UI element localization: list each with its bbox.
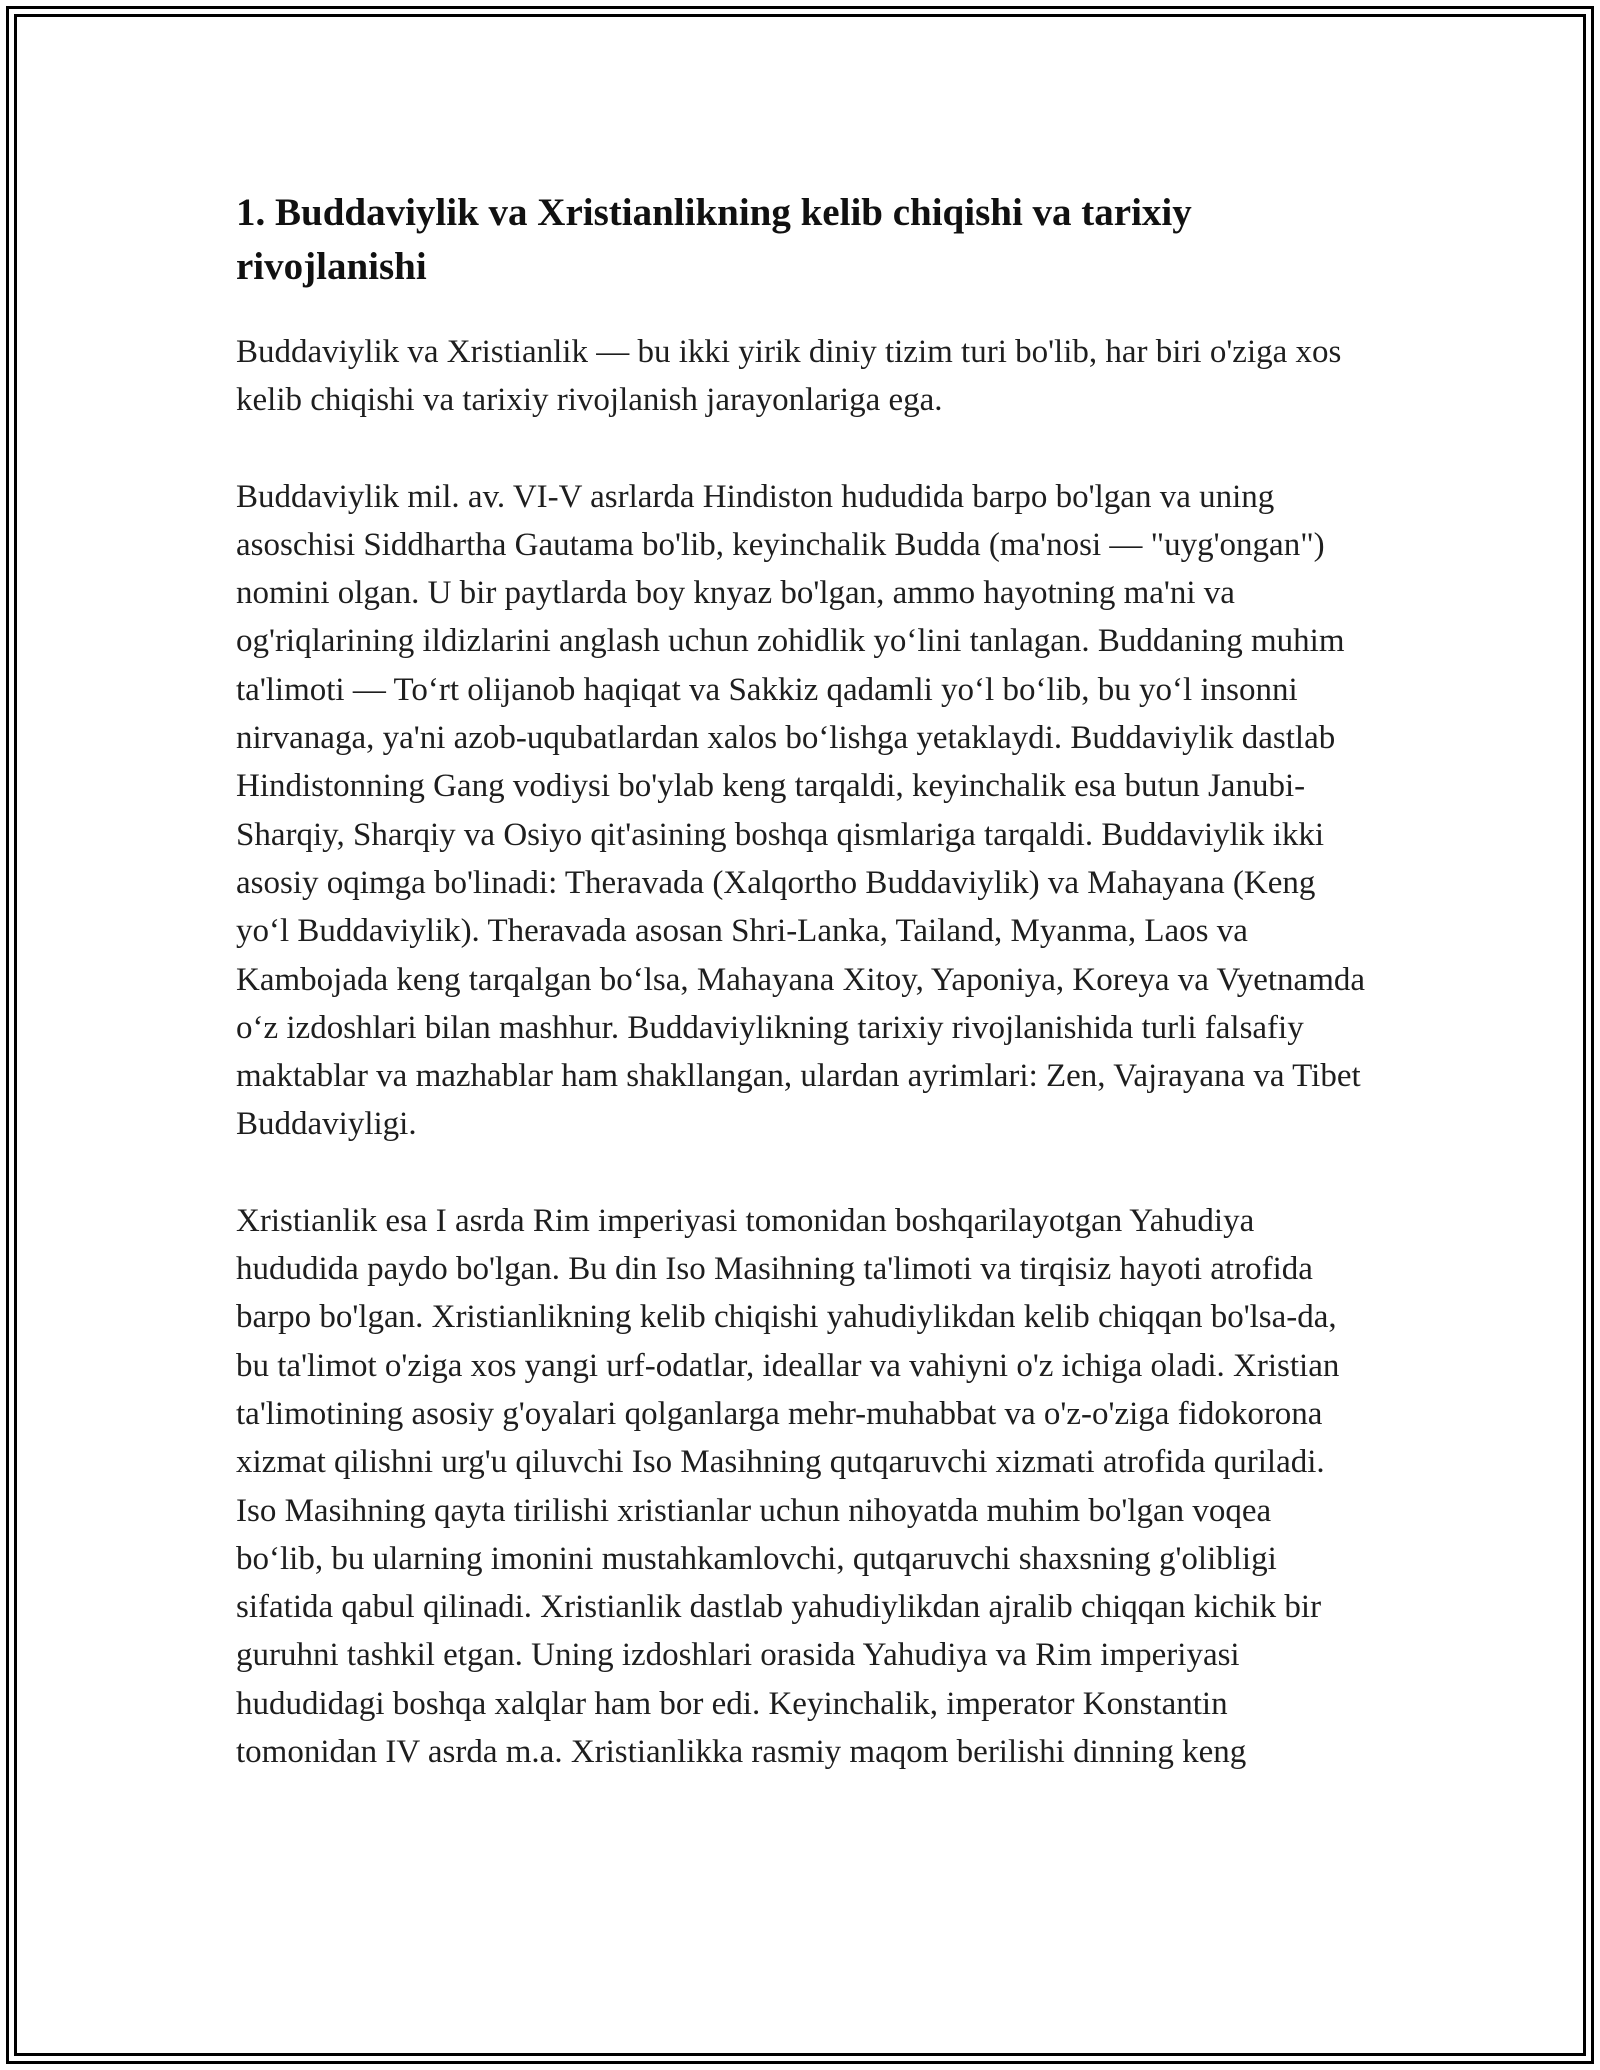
document-body bbox=[236, 186, 1366, 1824]
paragraph-christianity: Xristianlik esa I asrda Rim imperiyasi tomonidan boshqarilayotgan Yahudiya hududida paydo bo'lgan. Bu din Iso Masihning ta'limoti va tirqisiz hayoti atrofida barpo bo'lgan. Xristianlikning kelib chiqishi yahudiylikdan kelib chiqqan bo'lsa-da, bu ta'limot o'ziga xos yangi urf-odatlar, ideallar va vahiyni o'z ichiga oladi. Xristian ta'limotining asosiy g'oyalari qolganlarga mehr-muhabbat va o'z-o'ziga fidokorona xizmat qilishni urg'u qiluvchi Iso Masihning qutqaruvchi xizmati atrofida quriladi. Iso Masihning qayta tirilishi xristianlar uchun nihoyatda muhim bo'lgan voqea bo‘lib, bu ularning imonini mustahkamlovchi, qutqaruvchi shaxsning g'olibligi sifatida qabul qilinadi. Xristianlik dastlab yahudiylikdan ajralib chiqqan kichik bir guruhni tashkil etgan. Uning izdoshlari orasida Yahudiya va Rim imperiyasi hududidagi boshqa xalqlar ham bor edi. Keyinchalik, imperator Konstantin tomonidan IV asrda m.a. Xristianlikka rasmiy maqom berilishi dinning keng bbox=[236, 1202, 1340, 1771]
section-heading: 1. Buddaviylik va Xristianlikning kelib chiqishi va tarixiy rivojlanishi bbox=[236, 191, 1192, 288]
paragraph-intro: Buddaviylik va Xristianlik — bu ikki yirik diniy tizim turi bo'lib, har biri o'ziga xos kelib chiqishi va tarixiy rivojlanish jarayonlariga ega. bbox=[236, 334, 1342, 419]
paragraph-buddhism: Buddaviylik mil. av. VI-V asrlarda Hindiston hududida barpo bo'lgan va uning asoschisi Siddhartha Gautama bo'lib, keyinchalik Budda (ma'nosi — "uyg'ongan") nomini olgan. U bir paytlarda boy knyaz bo'lgan, ammo hayotning ma'ni va og'riqlarining ildizlarini anglash uchun zohidlik yo‘lini tanlagan. Buddaning muhim ta'limoti — To‘rt olijanob haqiqat va Sakkiz qadamli yo‘l bo‘lib, bu yo‘l insonni nirvanaga, ya'ni azob-uqubatlardan xalos bo‘lishga yetaklaydi. Buddaviylik dastlab Hindistonning Gang vodiysi bo'ylab keng tarqaldi, keyinchalik esa butun Janubi-Sharqiy, Sharqiy va Osiyo qit'asining boshqa qismlariga tarqaldi. Buddaviylik ikki asosiy oqimga bo'linadi: Theravada (Xalqortho Buddaviylik) va Mahayana (Keng yo‘l Buddaviylik). Theravada asosan Shri-Lanka, Tailand, Myanma, Laos va Kambojada keng tarqalgan bo‘lsa, Mahayana Xitoy, Yaponiya, Koreya va Vyetnamda o‘z izdoshlari bilan mashhur. Buddaviylikning tarixiy rivojlanishida turli falsafiy maktablar va mazhablar ham shakllangan, ulardan ayrimlari: Zen, Vajrayana va Tibet Buddaviyligi. bbox=[236, 478, 1366, 1143]
